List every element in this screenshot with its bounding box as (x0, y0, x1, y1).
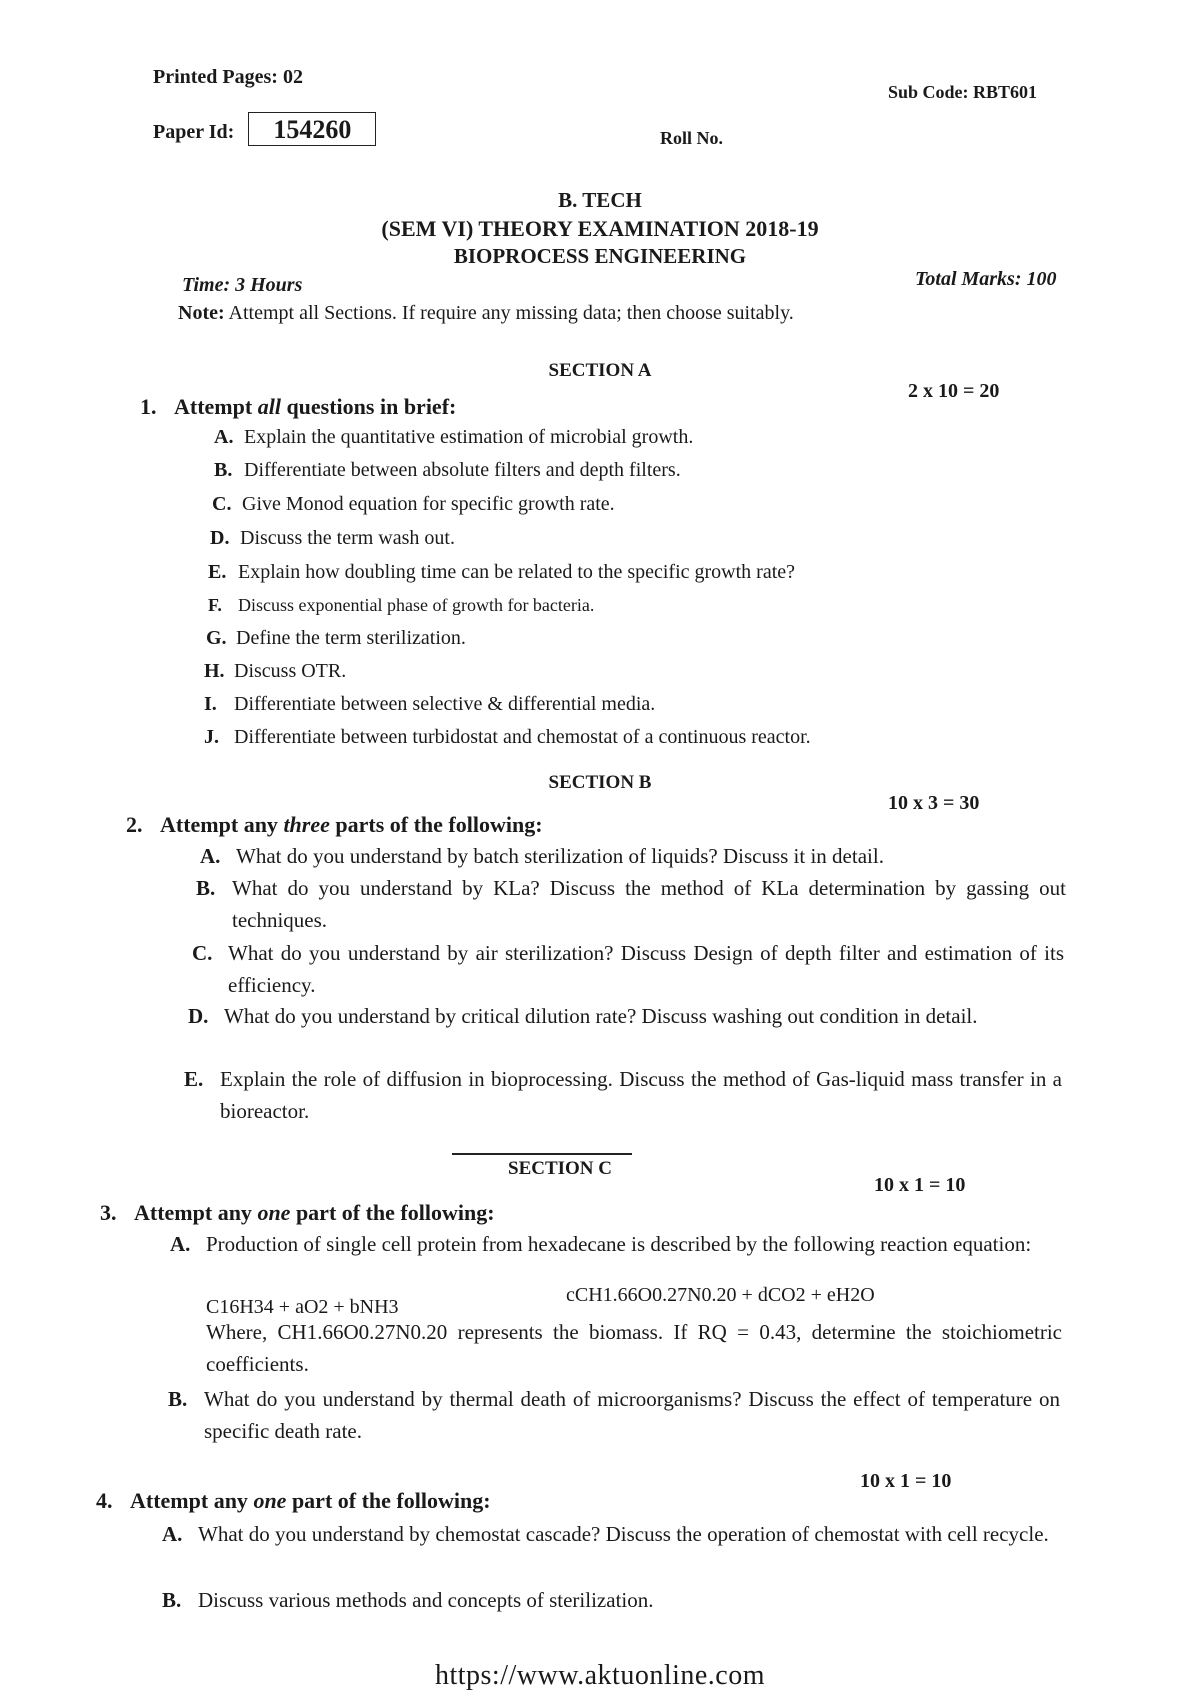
paper-id-value: 154260 (248, 112, 376, 146)
item-label: J. (204, 726, 219, 748)
title-exam: (SEM VI) THEORY EXAMINATION 2018-19 (381, 216, 819, 241)
question-prefix: Attempt any (134, 1200, 258, 1225)
item-label: A. (214, 426, 234, 448)
question-4-marks: 10 x 1 = 10 (860, 1470, 952, 1492)
question-suffix: parts of the following: (329, 812, 543, 837)
exam-time: Time: 3 Hours (182, 274, 303, 296)
question-number: 4. (96, 1488, 113, 1513)
item-label: C. (192, 941, 213, 965)
title-subject: BIOPROCESS ENGINEERING (453, 244, 747, 268)
footer-url[interactable]: https://www.aktuonline.com (434, 1660, 766, 1691)
paper-id (153, 112, 376, 146)
question-number: 1. (140, 394, 157, 419)
item-text: Give Monod equation for specific growth rate. (242, 493, 615, 515)
item-text: What do you understand by batch sterilization of liquids? Discuss it in detail. (236, 844, 884, 868)
item-label: G. (206, 627, 227, 649)
item-text: Discuss various methods and concepts of sterilization. (198, 1588, 654, 1612)
item-label: A. (200, 844, 221, 868)
question-1 (140, 394, 456, 420)
item-label: B. (196, 876, 216, 900)
item-label: C. (212, 493, 232, 515)
question-3a (170, 1228, 1062, 1260)
question-number: 2. (126, 812, 143, 837)
question-suffix: part of the following: (290, 1200, 495, 1225)
item-text: What do you understand by chemostat cascade? Discuss the operation of chemostat with cell recycle. (198, 1522, 1049, 1546)
list-item (196, 872, 1066, 936)
note-label: Note: (178, 302, 225, 324)
item-text: Production of single cell protein from hexadecane is described by the following reaction equation: (206, 1232, 1032, 1256)
list-item (192, 937, 1064, 1001)
item-label: D. (188, 1004, 209, 1028)
item-label: B. (162, 1588, 182, 1612)
list-item (204, 722, 811, 753)
item-text: Discuss the term wash out. (240, 527, 455, 549)
list-item (214, 455, 681, 486)
list-item (204, 656, 346, 687)
title-degree: B. TECH (558, 188, 642, 212)
list-item (214, 422, 693, 453)
section-b-marks: 10 x 3 = 30 (888, 792, 980, 814)
section-b-heading: SECTION B (548, 772, 652, 793)
list-item (208, 590, 594, 621)
question-3a-where: Where, CH1.66O0.27N0.20 represents the biomass. If RQ = 0.43, determine the stoichiometric coefficients. (206, 1320, 1062, 1376)
item-label: A. (170, 1232, 191, 1256)
question-number: 3. (100, 1200, 117, 1225)
item-text: Differentiate between absolute filters and depth filters. (244, 459, 681, 481)
item-label: I. (204, 693, 217, 715)
item-text: What do you understand by critical dilution rate? Discuss washing out condition in detail. (224, 1004, 978, 1028)
note-text: Attempt all Sections. If require any missing data; then choose suitably. (228, 302, 794, 324)
item-text: Define the term sterilization. (236, 627, 466, 649)
item-label: F. (208, 595, 222, 615)
note (178, 302, 794, 325)
question-3b (168, 1383, 1060, 1447)
list-item (188, 1000, 1064, 1032)
question-emphasis: one (257, 1200, 291, 1225)
question-emphasis: three (283, 812, 330, 837)
item-text: What do you understand by thermal death of microorganisms? Discuss the effect of temperature on specific death rate. (204, 1387, 1060, 1443)
question-emphasis: one (253, 1488, 287, 1513)
section-a-heading: SECTION A (548, 360, 652, 381)
list-item (184, 1063, 1062, 1127)
item-label: A. (162, 1522, 183, 1546)
sub-code: Sub Code: RBT601 (888, 82, 1038, 102)
question-4b (162, 1584, 1050, 1616)
section-c-heading: SECTION C (508, 1158, 612, 1179)
item-text: Differentiate between turbidostat and chemostat of a continuous reactor. (234, 726, 811, 748)
question-prefix: Attempt any (160, 812, 284, 837)
list-item (212, 489, 615, 520)
list-item (200, 840, 1066, 872)
printed-pages: Printed Pages: 02 (153, 66, 303, 88)
question-2 (126, 812, 543, 838)
item-label: H. (204, 660, 225, 682)
question-3 (100, 1200, 495, 1226)
total-marks: Total Marks: 100 (915, 268, 1057, 290)
list-item (204, 689, 655, 720)
list-item (206, 623, 466, 654)
question-suffix: questions in brief: (280, 394, 457, 419)
item-label: D. (210, 527, 230, 549)
section-a-marks: 2 x 10 = 20 (908, 380, 1000, 402)
item-text: Discuss OTR. (234, 660, 347, 682)
item-label: B. (168, 1387, 188, 1411)
equation-reactants: C16H34 + aO2 + bNH3 (206, 1296, 399, 1318)
list-item (208, 557, 795, 588)
item-text: Explain the quantitative estimation of microbial growth. (244, 426, 694, 448)
item-text: Explain the role of diffusion in bioprocessing. Discuss the method of Gas-liquid mass transfer in a bioreactor. (220, 1067, 1062, 1123)
item-text: What do you understand by KLa? Discuss the method of KLa determination by gassing out techniques. (232, 876, 1066, 932)
item-text: Differentiate between selective & differential media. (234, 693, 656, 715)
question-prefix: Attempt (174, 394, 258, 419)
item-label: E. (208, 561, 227, 583)
item-text: Discuss exponential phase of growth for bacteria. (238, 595, 595, 615)
equation-products: cCH1.66O0.27N0.20 + dCO2 + eH2O (566, 1284, 875, 1306)
roll-no: Roll No. (660, 128, 723, 148)
item-label: E. (184, 1067, 204, 1091)
question-prefix: Attempt any (130, 1488, 254, 1513)
paper-id-label: Paper Id: (153, 121, 235, 143)
question-4a (162, 1518, 1050, 1550)
question-emphasis: all (257, 394, 281, 419)
question-suffix: part of the following: (286, 1488, 491, 1513)
list-item (210, 523, 455, 554)
item-text: What do you understand by air sterilization? Discuss Design of depth filter and estimation of its efficiency. (228, 941, 1064, 997)
section-c-marks: 10 x 1 = 10 (874, 1174, 966, 1196)
question-4 (96, 1488, 491, 1514)
section-c-rule (452, 1153, 632, 1155)
item-text: Explain how doubling time can be related to the specific growth rate? (238, 561, 796, 583)
item-label: B. (214, 459, 233, 481)
